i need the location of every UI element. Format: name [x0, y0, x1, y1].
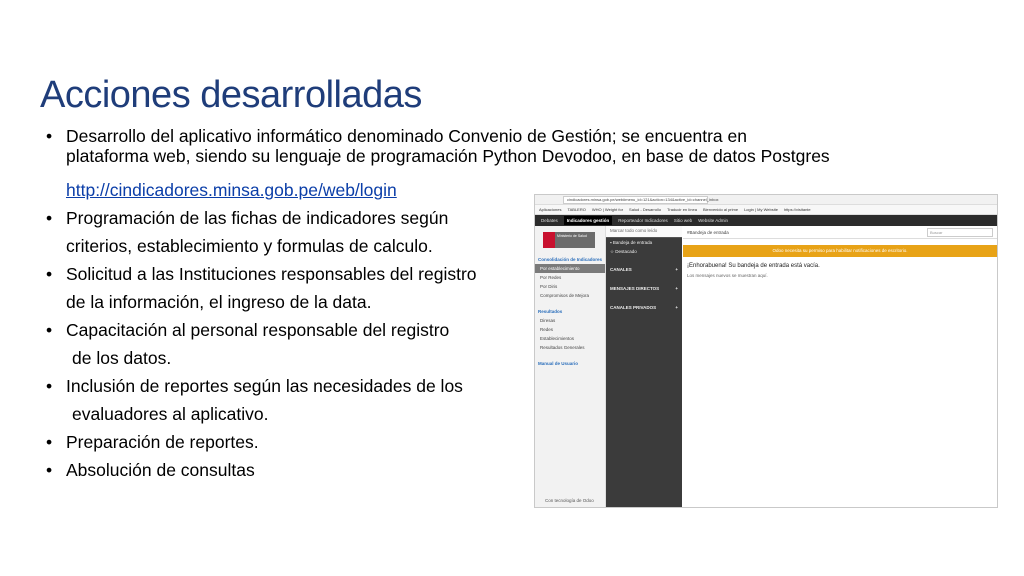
bullet-text: Preparación de reportes. — [66, 432, 259, 452]
notification-banner: Odoo necesita su permiso para habilitar notificaciones de escritorio. — [683, 245, 997, 257]
bullet-text: Solicitud a las Instituciones responsables del registro — [66, 264, 477, 284]
login-link[interactable]: http://cindicadores.minsa.gob.pe/web/login — [66, 180, 397, 200]
browser-address-bar — [535, 195, 997, 205]
add-icon: + — [675, 286, 678, 291]
bullet-text: Absolución de consultas — [66, 460, 255, 480]
bookmark-item: TABLERO — [567, 207, 586, 212]
nav-item: Sitio web — [673, 218, 693, 223]
menu-item: Compromisos de Mejora — [540, 293, 590, 298]
menu-section: Manual de Usuario — [538, 361, 579, 366]
bookmark-item: Traducir en línea — [667, 207, 697, 212]
embedded-app-screenshot — [534, 194, 998, 508]
empty-inbox-sub: Los mensajes nuevos se muestran aquí. — [687, 273, 768, 278]
bullet-text: de los datos. — [72, 348, 172, 368]
bookmarks-bar — [535, 205, 997, 215]
bookmark-item: Aplicaciones — [539, 207, 562, 212]
menu-item: Por Redes — [540, 275, 562, 280]
inbox-item: ▪ Bandeja de entrada — [610, 240, 653, 245]
menu-item: Por establecimiento — [535, 264, 605, 273]
add-icon: + — [675, 267, 678, 272]
bullet-text: Capacitación al personal responsable del registro — [66, 320, 450, 340]
starred-item: ☆ Destacado — [610, 249, 637, 254]
bookmark-item: Login | My Website — [744, 207, 778, 212]
menu-item: Establecimientos — [540, 336, 575, 341]
bookmark-item: Salud - Desarrollo — [629, 207, 662, 212]
app-body — [535, 226, 997, 507]
ministry-logo: Ministerio de Salud — [543, 232, 595, 248]
nav-item-active: Indicadores gestión — [564, 216, 613, 225]
nav-item: Reporteador Indicadores — [618, 218, 668, 223]
private-channels-section: CANALES PRIVADOS + — [610, 305, 678, 310]
bookmark-item: https://visitante — [783, 207, 811, 212]
bullet-text: Programación de las fichas de indicadores según — [66, 208, 449, 228]
bullet-desarrollo — [44, 126, 844, 166]
bullet-text: de la información, el ingreso de la data. — [66, 292, 372, 312]
menu-item: Resultados Generales — [540, 345, 585, 350]
inbox-title: #Bandeja de entrada — [687, 229, 729, 235]
bullet-text: Desarrollo del aplicativo informático denominado Convenio de Gestión; se encuentra en — [66, 126, 747, 146]
bookmark-item: WHO | Weight for — [591, 207, 624, 212]
discuss-main — [683, 226, 997, 507]
bullet-text: evaluadores al aplicativo. — [72, 404, 269, 424]
add-icon: + — [675, 305, 678, 310]
menu-section: Resultados — [538, 309, 563, 314]
mark-all-read: Marcar todo como leído — [606, 226, 682, 238]
app-top-nav — [535, 215, 997, 226]
bullet-text: criterios, establecimiento y formulas de calculo. — [66, 236, 433, 256]
app-left-menu — [535, 226, 606, 507]
bookmark-item: Bienvenido al prime — [702, 207, 739, 212]
nav-item: Website Admin — [698, 218, 729, 223]
menu-item: Por Diris — [540, 284, 558, 289]
powered-by: Con tecnología de Odoo — [545, 498, 594, 503]
slide-title: Acciones desarrolladas — [40, 74, 422, 116]
channels-section: CANALES + — [610, 267, 678, 272]
menu-item: Redes — [540, 327, 554, 332]
inbox-header — [683, 226, 997, 239]
bullet-text: Inclusión de reportes según las necesidades de los — [66, 376, 463, 396]
menu-item: Diresas — [540, 318, 556, 323]
url-field: cindicadores.minsa.gob.pe/web#menu_id=121&action=134&active_id=channel_inbox — [563, 196, 708, 204]
direct-messages-section: MENSAJES DIRECTOS + — [610, 286, 678, 291]
bullet-text: plataforma web, siendo su lenguaje de programación Python Devodoo, en base de datos Postgres — [66, 146, 830, 166]
nav-item: Debates — [541, 218, 558, 223]
search-box: Buscar — [927, 228, 993, 237]
empty-inbox-message: ¡Enhorabuena! Su bandeja de entrada está vacía. — [687, 263, 820, 269]
menu-section: Consolidación de Indicadores — [538, 257, 603, 262]
discuss-sidebar — [606, 226, 682, 507]
